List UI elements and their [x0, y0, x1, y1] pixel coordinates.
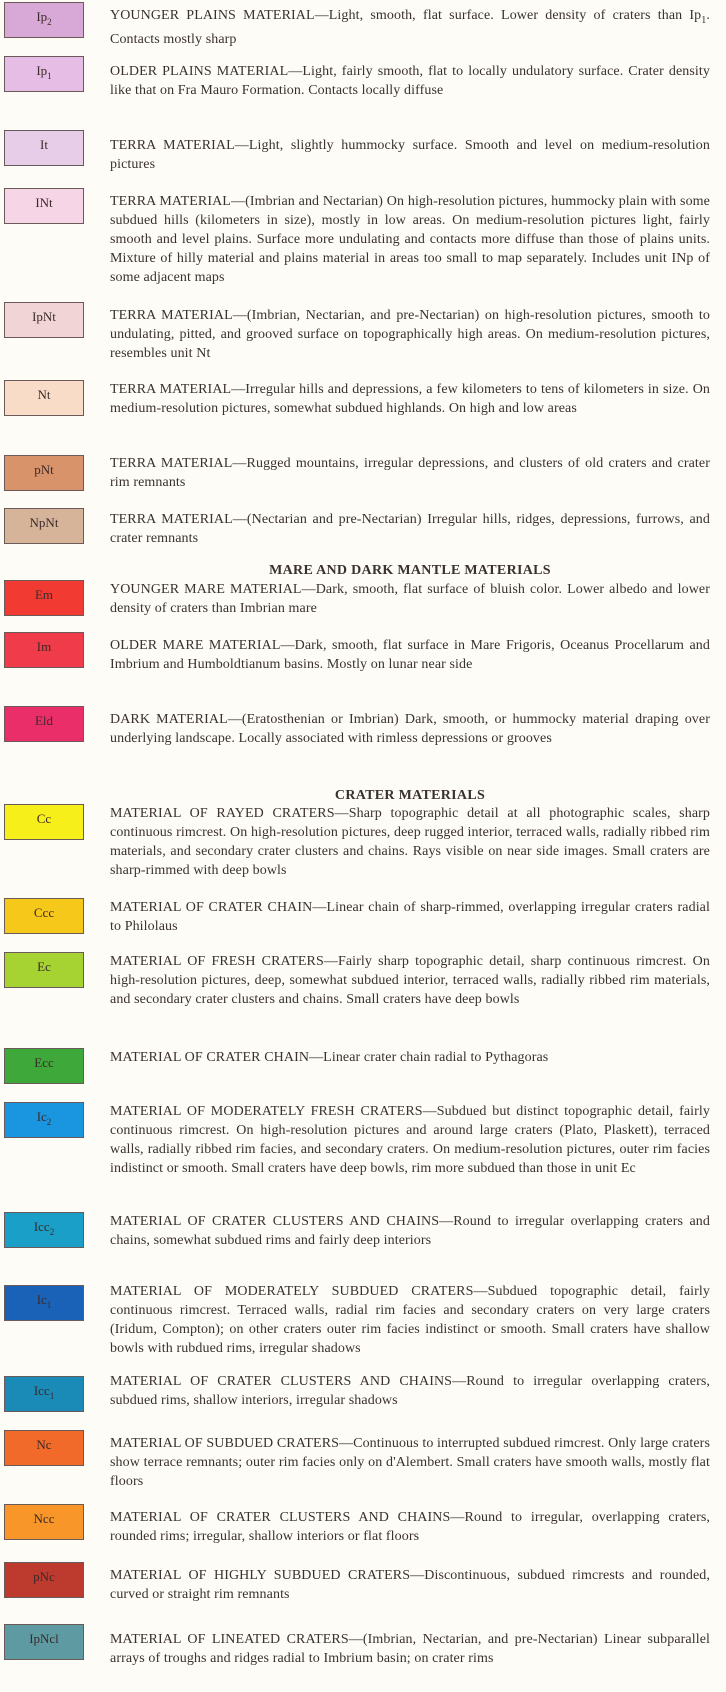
unit-title: MATERIAL OF LINEATED CRATERS: [110, 1632, 349, 1647]
unit-description: TERRA MATERIAL—(Nectarian and pre-Nectarian) Irregular hills, ridges, depressions, furrows, and crater remnants: [110, 512, 710, 546]
unit-symbol-box: [4, 632, 84, 668]
unit-title: MATERIAL OF CRATER CLUSTERS AND CHAINS: [110, 1374, 453, 1389]
unit-symbol-box: [4, 1624, 84, 1660]
unit-symbol-box: [4, 1504, 84, 1540]
unit-description: MATERIAL OF CRATER CHAIN—Linear crater chain radial to Pythagoras: [110, 1050, 549, 1065]
unit-description: DARK MATERIAL—(Eratosthenian or Imbrian) Dark, smooth, or hummocky material draping over underlying landscape. Locally associated with rimless depressions or grooves: [110, 712, 710, 746]
unit-text: Subdued topographic detail, fairly continuous rimcrest. Terraced walls, radial rim facies and secondary craters on very large craters (Iridum, Compton); on other craters outer rim facies indistinct or smooth. Small craters have shallow bowls with rubdued rims, irregular shadows: [110, 1284, 710, 1356]
unit-text: Sharp topographic detail at all photographic scales, sharp continuous rimcrest. On high-resolution pictures, deep rugged interior, terraced walls, radially ribbed rim materials, and secondary crater clusters and chains. Rays visible on near side images. Small craters are sharp-rimmed with deep bowls: [110, 806, 710, 878]
unit-title: MATERIAL OF CRATER CLUSTERS AND CHAINS: [110, 1214, 440, 1229]
unit-description: TERRA MATERIAL—(Imbrian, Nectarian, and pre-Nectarian) on high-resolution pictures, smooth to undulating, pitted, and grooved surface on topographically high areas. On medium-resolution pictures, resembles unit Nt: [110, 308, 710, 361]
unit-description: MATERIAL OF RAYED CRATERS—Sharp topographic detail at all photographic scales, sharp continuous rimcrest. On high-resolution pictures, deep rugged interior, terraced walls, radially ribbed rim materials, and secondary crater clusters and chains. Rays visible on near side images. Small craters are sharp-rimmed with deep bowls: [110, 806, 710, 878]
unit-symbol-box: [4, 1102, 84, 1138]
unit-text: (Eratosthenian or Imbrian) Dark, smooth, or hummocky material draping over underlying landscape. Locally associated with rimless depressions or grooves: [110, 712, 710, 746]
unit-symbol-code: Ecc: [34, 1055, 54, 1070]
unit-symbol-code: Em: [34, 587, 54, 602]
unit-description: YOUNGER PLAINS MATERIAL—Light, smooth, flat surface. Lower density of craters than $Ip_1$. Contacts mostly sharp: [110, 8, 710, 47]
unit-symbol-box: [4, 302, 84, 338]
unit-title: YOUNGER PLAINS MATERIAL: [110, 8, 315, 23]
unit-symbol-box: [4, 580, 84, 616]
unit-text-subscript: 1: [701, 14, 707, 26]
unit-text: Subdued but distinct topographic detail, fairly continuous rimcrest. On high-resolution pictures and around large craters (Plato, Plaskett), terraced walls, radially ribbed rim facies, and secondary craters. On medium-resolution pictures, outer rim facies indistinct or smooth. Small craters have deep bowls, rim more subdued than those in unit Ec: [110, 1104, 710, 1176]
unit-description: MATERIAL OF LINEATED CRATERS—(Imbrian, Nectarian, and pre-Nectarian) Linear subparallel arrays of troughs and ridges radial to Imbrium basin; on crater rims: [110, 1632, 710, 1666]
unit-symbol-box: [4, 1212, 84, 1248]
unit-symbol-box: [4, 706, 84, 742]
unit-symbol-box: [4, 1562, 84, 1598]
unit-symbol-code: pNt: [34, 462, 54, 477]
unit-symbol-box: [4, 952, 84, 988]
unit-symbol-box: [4, 1430, 84, 1466]
unit-text: Linear crater chain radial to Pythagoras: [323, 1050, 549, 1065]
unit-symbol-code: IpNcl: [29, 1631, 59, 1646]
unit-description: MATERIAL OF MODERATELY SUBDUED CRATERS—Subdued topographic detail, fairly continuous rimcrest. Terraced walls, radial rim facies and secondary craters on very large craters (Iridum, Compton); on other craters outer rim facies indistinct or smooth. Small craters have shallow bowls with rubdued rims, irregular shadows: [110, 1284, 710, 1356]
unit-title: TERRA MATERIAL: [110, 456, 233, 471]
unit-text: Light, slightly hummocky surface. Smooth and level on medium-resolution pictures: [110, 138, 710, 172]
unit-title: YOUNGER MARE MATERIAL: [110, 582, 302, 597]
unit-symbol-code: Icc: [33, 1383, 50, 1398]
unit-description: TERRA MATERIAL—Rugged mountains, irregular depressions, and clusters of old craters and crater rim remnants: [110, 456, 710, 490]
unit-symbol-code: pNc: [33, 1569, 55, 1584]
unit-title: MATERIAL OF CRATER CHAIN: [110, 900, 313, 915]
unit-symbol-code: INt: [35, 195, 53, 210]
unit-description: MATERIAL OF CRATER CLUSTERS AND CHAINS—Round to irregular overlapping craters and chains, somewhat subdued rims and fairly deep interiors: [110, 1214, 710, 1248]
unit-symbol-code: Eld: [34, 713, 54, 728]
unit-description: TERRA MATERIAL—Light, slightly hummocky surface. Smooth and level on medium-resolution pictures: [110, 138, 710, 172]
unit-symbol-code: NpNt: [29, 515, 59, 530]
unit-symbol-box: [4, 1376, 84, 1412]
unit-text: Fairly sharp topographic detail, sharp continuous rimcrest. On high-resolution pictures, deep, somewhat subdued interior, terraced walls, radially ribbed rim materials, and secondary crater clusters and chains. Small craters have deep bowls: [110, 954, 710, 1007]
unit-symbol-code: Nc: [36, 1437, 52, 1452]
unit-text-end: . Contacts mostly sharp: [110, 8, 710, 47]
unit-symbol-code: Cc: [36, 811, 52, 826]
unit-symbol-code: IpNt: [32, 309, 56, 324]
unit-symbol-code: Ip: [36, 63, 48, 78]
unit-description: MATERIAL OF CRATER CLUSTERS AND CHAINS—Round to irregular, overlapping craters, rounded rims; irregular, shallow interiors or flat floors: [110, 1510, 710, 1544]
unit-symbol-box: [4, 130, 84, 166]
section-heading-mare: MARE AND DARK MANTLE MATERIALS: [269, 563, 551, 578]
unit-description: MATERIAL OF HIGHLY SUBDUED CRATERS—Discontinuous, subdued rimcrests and rounded, curved or straight rim remnants: [110, 1568, 710, 1602]
unit-text: Round to irregular overlapping craters, subdued rims, shallow interiors, irregular shadows: [110, 1374, 710, 1408]
unit-text: (Imbrian, Nectarian, and pre-Nectarian) Linear subparallel arrays of troughs and ridges radial to Imbrium basin; on crater rims: [110, 1632, 710, 1666]
unit-title: MATERIAL OF HIGHLY SUBDUED CRATERS: [110, 1568, 411, 1583]
unit-symbol-code: Ic: [36, 1292, 47, 1307]
unit-title: TERRA MATERIAL: [110, 512, 233, 527]
unit-title: TERRA MATERIAL: [110, 308, 233, 323]
unit-symbol-code: Ccc: [33, 905, 55, 920]
unit-text: (Imbrian and Nectarian) On high-resolution pictures, hummocky plain with some subdued hills (kilometers in size), mostly in low areas. On medium-resolution pictures light, fairly smooth and level plains. Surface more undulating and contacts more diffuse than those of plains units. Mixture of hilly material and plains material in areas too small to map separately. Includes unit INp of some adjacent maps: [110, 194, 710, 285]
unit-symbol-box: [4, 56, 84, 92]
unit-symbol-subscript: 1: [49, 1391, 55, 1401]
unit-description: OLDER PLAINS MATERIAL—Light, fairly smooth, flat to locally undulatory surface. Crater density like that on Fra Mauro Formation. Contacts locally diffuse: [110, 64, 710, 98]
unit-text: Light, fairly smooth, flat to locally undulatory surface. Crater density like that on Fra Mauro Formation. Contacts locally diffuse: [110, 64, 710, 98]
unit-text: Round to irregular overlapping craters and chains, somewhat subdued rims and fairly deep interiors: [110, 1214, 710, 1248]
unit-title: MATERIAL OF MODERATELY SUBDUED CRATERS: [110, 1284, 474, 1299]
unit-text: (Nectarian and pre-Nectarian) Irregular hills, ridges, depressions, furrows, and crater remnants: [110, 512, 710, 546]
unit-title: OLDER PLAINS MATERIAL: [110, 64, 289, 79]
unit-description: YOUNGER MARE MATERIAL—Dark, smooth, flat surface of bluish color. Lower albedo and lower density of craters than Imbrian mare: [110, 582, 711, 616]
unit-title: MATERIAL OF CRATER CHAIN: [110, 1050, 310, 1065]
unit-symbol-subscript: 1: [47, 71, 52, 81]
unit-symbol-box: [4, 1285, 84, 1321]
unit-description: MATERIAL OF CRATER CHAIN—Linear chain of sharp-rimmed, overlapping irregular craters radial to Philolaus: [110, 900, 710, 934]
unit-description: MATERIAL OF CRATER CLUSTERS AND CHAINS—Round to irregular overlapping craters, subdued rims, shallow interiors, irregular shadows: [110, 1374, 710, 1408]
unit-symbol-box: [4, 508, 84, 544]
unit-description: TERRA MATERIAL—Irregular hills and depressions, a few kilometers to tens of kilometers in size. On medium-resolution pictures, somewhat subdued highlands. On high and low areas: [110, 382, 710, 416]
unit-symbol-code: Nt: [37, 387, 51, 402]
unit-symbol-code: It: [40, 137, 48, 152]
unit-title: DARK MATERIAL: [110, 712, 228, 727]
unit-symbol-box: [4, 188, 84, 224]
unit-symbol-box: [4, 455, 84, 491]
unit-symbol-code: Ic: [36, 1109, 47, 1124]
unit-symbol-box: [4, 1048, 84, 1084]
unit-symbol-subscript: 2: [47, 17, 52, 27]
unit-symbol-subscript: 1: [46, 1300, 52, 1310]
unit-description: OLDER MARE MATERIAL—Dark, smooth, flat surface in Mare Frigoris, Oceanus Procellarum and Imbrium and Humboldtianum basins. Mostly on lunar near side: [110, 638, 710, 672]
unit-symbol-subscript: 2: [46, 1117, 52, 1127]
unit-description: MATERIAL OF SUBDUED CRATERS—Continuous to interrupted subdued rimcrest. Only large craters show terrace remnants; outer rim facies only on d'Alembert. Small craters have smooth walls, mostly flat floors: [110, 1436, 710, 1489]
unit-symbol-code: Ncc: [33, 1511, 55, 1526]
unit-title: TERRA MATERIAL: [110, 138, 235, 153]
unit-title: MATERIAL OF FRESH CRATERS: [110, 954, 324, 969]
unit-title: MATERIAL OF RAYED CRATERS: [110, 806, 335, 821]
unit-symbol-code: Ip: [36, 9, 48, 24]
unit-text: Irregular hills and depressions, a few kilometers to tens of kilometers in size. On medium-resolution pictures, somewhat subdued highlands. On high and low areas: [110, 382, 710, 416]
unit-text: Dark, smooth, flat surface in Mare Frigoris, Oceanus Procellarum and Imbrium and Humboldtianum basins. Mostly on lunar near side: [110, 638, 710, 672]
unit-text: Dark, smooth, flat surface of bluish color. Lower albedo and lower density of craters than Imbrian mare: [110, 582, 711, 616]
unit-text: (Imbrian, Nectarian, and pre-Nectarian) on high-resolution pictures, smooth to undulating, pitted, and grooved surface on topographically high areas. On medium-resolution pictures, resembles unit Nt: [110, 308, 710, 361]
unit-text: Discontinuous, subdued rimcrests and rounded, curved or straight rim remnants: [110, 1568, 710, 1602]
unit-symbol-box: [4, 2, 84, 38]
unit-symbol-code: Icc: [33, 1219, 50, 1234]
unit-text: Rugged mountains, irregular depressions, and clusters of old craters and crater rim remnants: [110, 456, 710, 490]
unit-title: TERRA MATERIAL: [110, 382, 232, 397]
unit-text: Linear chain of sharp-rimmed, overlapping irregular craters radial to Philolaus: [110, 900, 710, 934]
unit-title: MATERIAL OF SUBDUED CRATERS: [110, 1436, 340, 1451]
unit-title: TERRA MATERIAL: [110, 194, 231, 209]
unit-text: Continuous to interrupted subdued rimcrest. Only large craters show terrace remnants; outer rim facies only on d'Alembert. Small craters have smooth walls, mostly flat floors: [110, 1436, 710, 1489]
unit-symbol-code: Im: [36, 639, 52, 654]
unit-description: TERRA MATERIAL—(Imbrian and Nectarian) On high-resolution pictures, hummocky plain with some subdued hills (kilometers in size), mostly in low areas. On medium-resolution pictures light, fairly smooth and level plains. Surface more undulating and contacts more diffuse than those of plains units. Mixture of hilly material and plains material in areas too small to map separately. Includes unit INp of some adjacent maps: [110, 194, 710, 285]
unit-text: Round to irregular, overlapping craters, rounded rims; irregular, shallow interiors or flat floors: [110, 1510, 710, 1544]
section-heading-crater: CRATER MATERIALS: [334, 788, 486, 803]
unit-title: MATERIAL OF MODERATELY FRESH CRATERS: [110, 1104, 423, 1119]
unit-description: MATERIAL OF MODERATELY FRESH CRATERS—Subdued but distinct topographic detail, fairly continuous rimcrest. On high-resolution pictures and around large craters (Plato, Plaskett), terraced walls, radially ribbed rim facies, and secondary craters. On medium-resolution pictures, outer rim facies indistinct or smooth. Small craters have deep bowls, rim more subdued than those in unit Ec: [110, 1104, 710, 1176]
unit-title: OLDER MARE MATERIAL: [110, 638, 281, 653]
unit-symbol-code: Ec: [37, 959, 51, 974]
unit-symbol-box: [4, 380, 84, 416]
unit-symbol-box: [4, 804, 84, 840]
unit-title: MATERIAL OF CRATER CLUSTERS AND CHAINS: [110, 1510, 451, 1525]
unit-symbol-subscript: 2: [49, 1227, 55, 1237]
unit-text: Light, smooth, flat surface. Lower density of craters than Ip: [328, 8, 702, 23]
unit-symbol-box: [4, 898, 84, 934]
unit-description: MATERIAL OF FRESH CRATERS—Fairly sharp topographic detail, sharp continuous rimcrest. On high-resolution pictures, deep, somewhat subdued interior, terraced walls, radially ribbed rim materials, and secondary crater clusters and chains. Small craters have deep bowls: [110, 954, 710, 1007]
